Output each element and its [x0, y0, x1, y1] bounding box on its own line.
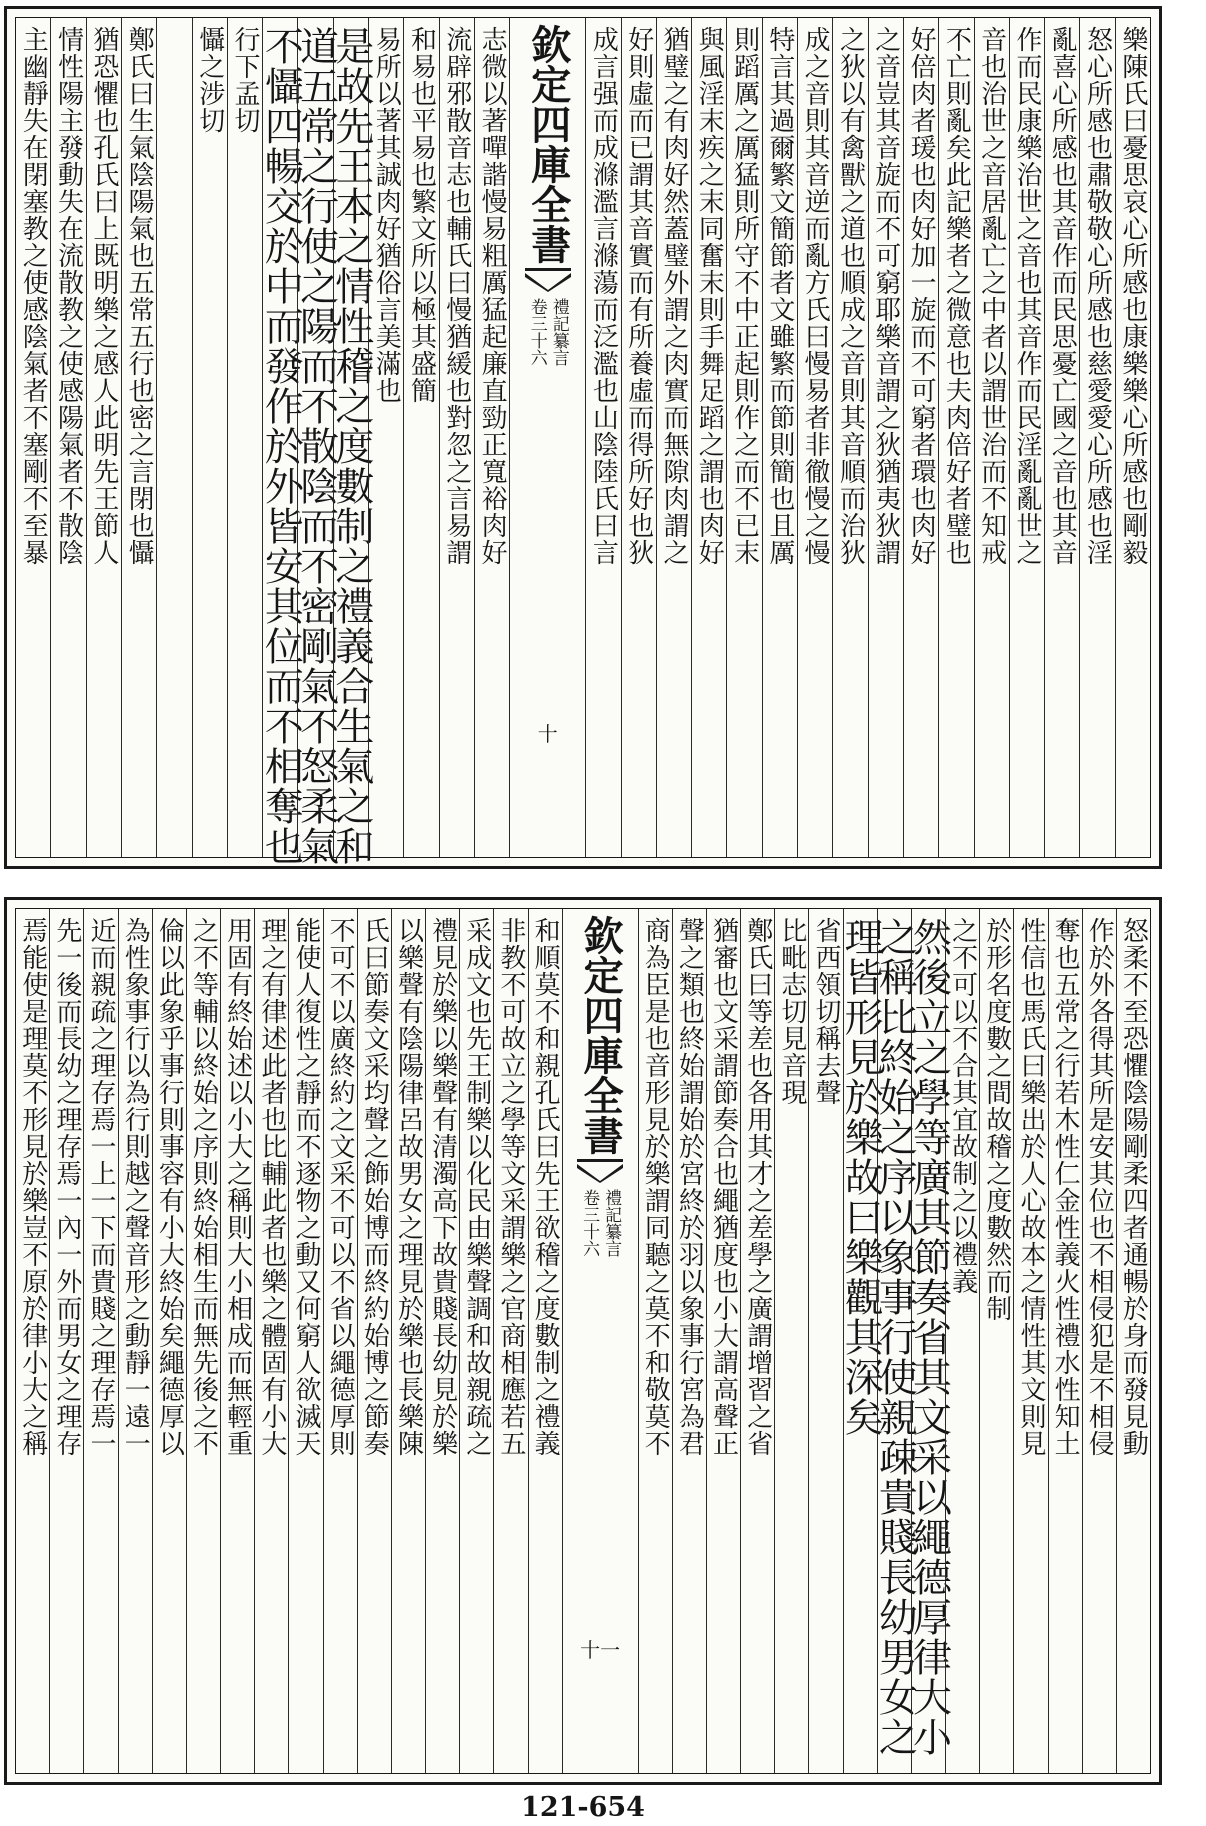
commentary-column [118, 909, 152, 1773]
commentary-column [220, 909, 254, 1773]
commentary-column [439, 18, 474, 857]
top-page-center-strip [509, 18, 585, 857]
column-text: 聲之類也終始謂始於宮終於羽以象事行宮為君 [674, 917, 705, 1457]
commentary-column [774, 909, 808, 1773]
top-page-columns [15, 17, 1151, 866]
top-page-volume: 卷三十六 [526, 298, 547, 366]
column-text: 樂陳氏曰憂思哀心所感也康樂樂心所感也剛毅 [1117, 26, 1148, 566]
commentary-column [797, 18, 832, 857]
commentary-column [186, 909, 220, 1773]
commentary-column [1044, 18, 1079, 857]
commentary-column [938, 18, 973, 857]
column-text: 主幽靜失在閉塞教之使感陰氣者不塞剛不至暴 [18, 26, 49, 566]
commentary-column [691, 18, 726, 857]
commentary-column [50, 18, 85, 857]
commentary-column [16, 18, 50, 857]
column-text: 成之音則其音逆而亂方氏曰慢易者非徹慢之慢 [800, 26, 831, 566]
column-text: 是故先王本之情性稽之度數制之禮義合生氣之和 [328, 26, 374, 866]
commentary-column [1048, 909, 1082, 1773]
column-text: 用固有終始述以小大之稱則大小相成而無輕重 [222, 917, 253, 1457]
commentary-column [726, 18, 761, 857]
bottom-page-header-sub [579, 1189, 621, 1257]
column-text: 怒心所感也肅敬敬心所感也慈愛愛心所感也淫 [1082, 26, 1113, 566]
commentary-column [493, 909, 527, 1773]
commentary-column [656, 18, 691, 857]
commentary-column [1082, 909, 1116, 1773]
bottom-page-columns [15, 908, 1151, 1774]
column-text: 然後立之學等廣其節奏省其文采以繩德厚律大小 [906, 917, 952, 1757]
column-text: 之狄以有禽獸之道也順成之音則其音順而治狄 [835, 26, 866, 566]
column-text: 懾之涉切 [194, 26, 225, 134]
commentary-column [425, 909, 459, 1773]
column-text: 非教不可故立之學等文采謂樂之官商相應若五 [495, 917, 526, 1457]
column-text: 奪也五常之行若木性仁金性義火性禮水性知土 [1050, 917, 1081, 1457]
commentary-column [16, 909, 49, 1773]
main-text-column [328, 18, 374, 866]
column-text: 商為臣是也音形見於樂謂同聽之莫不和敬莫不 [640, 917, 671, 1457]
commentary-column [585, 18, 620, 857]
fishtail-mark-icon [577, 1159, 623, 1183]
commentary-column [868, 18, 903, 857]
column-text: 特言其過爾繁文簡節者文雖繁而節則簡也且厲 [764, 26, 795, 566]
commentary-column [903, 18, 938, 857]
commentary-column [121, 18, 156, 857]
column-text: 先一後而長幼之理存焉一內一外而男女之理存 [51, 917, 82, 1457]
bottom-page-book-name: 禮記纂言 [601, 1189, 622, 1257]
column-text: 猶審也文采謂節奏合也繩猶度也小大謂高聲正 [708, 917, 739, 1457]
column-text: 流辟邪散音志也輔氏曰慢猶緩也對忽之言易謂 [441, 26, 472, 566]
commentary-column [832, 18, 867, 857]
column-text: 怒柔不至恐懼陰陽剛柔四者通暢於身而發見動 [1118, 917, 1149, 1457]
column-text: 鄭氏曰生氣陰陽氣也五常五行也密之言閉也懾 [124, 26, 155, 566]
commentary-column [254, 909, 288, 1773]
column-text: 焉能使是理莫不形見於樂豈不原於律小大之稱 [17, 917, 48, 1457]
column-text: 理之有律述此者也比輔此者也樂之體固有小大 [256, 917, 287, 1457]
column-text: 於形名度數之間故稽之度數然而制 [981, 917, 1012, 1322]
commentary-column [979, 909, 1013, 1773]
column-text: 好則虛而已謂其音實而有所養虛而得所好也狄 [623, 26, 654, 566]
column-text: 和順莫不和親孔氏曰先王欲稽之度數制之禮義 [530, 917, 561, 1457]
commentary-column [288, 909, 322, 1773]
commentary-column [152, 909, 186, 1773]
column-text: 易所以著其誠肉好猶俗言美滿也 [371, 26, 402, 404]
commentary-column [706, 909, 740, 1773]
column-text: 和易也平易也繁文所以極其盛簡 [406, 26, 437, 404]
top-page-book-name: 禮記纂言 [548, 298, 569, 366]
column-text: 猶璧之有肉好然蓋璧外謂之肉實而無隙肉謂之 [658, 26, 689, 566]
commentary-column [945, 909, 979, 1773]
column-text: 不可不以廣終約之文采不可以不省以繩德厚則 [325, 917, 356, 1457]
bottom-page [4, 897, 1162, 1785]
column-text: 作於外各得其所是安其位也不相侵犯是不相侵 [1084, 917, 1115, 1457]
column-text: 成言强而成滌濫言滌蕩而泛濫也山陰陸氏曰言 [588, 26, 619, 566]
commentary-column [459, 909, 493, 1773]
top-page-number: 十 [537, 722, 558, 746]
column-text: 近而親疏之理存焉一上一下而貴賤之理存焉一 [86, 917, 117, 1457]
commentary-column [323, 909, 357, 1773]
bottom-page-center-strip [562, 909, 638, 1773]
column-text: 不懾四暢交於中而發作於外皆安其位而不相奪也 [258, 26, 304, 866]
column-text: 情性陽主發動失在流散教之使感陽氣者不散陰 [53, 26, 84, 566]
commentary-column [1115, 18, 1150, 857]
column-text: 好倍肉者瑗也肉好加一旋而不可窮者環也肉好 [906, 26, 937, 566]
column-text: 性信也馬氏曰樂出於人心故本之情性其文則見 [1015, 917, 1046, 1457]
commentary-column [357, 909, 391, 1773]
column-text: 省西領切稱去聲 [811, 917, 842, 1106]
commentary-column [1013, 909, 1047, 1773]
commentary-column [1116, 909, 1150, 1773]
column-text: 以樂聲有陰陽律呂故男女之理見於樂也長樂陳 [393, 917, 424, 1457]
commentary-column [638, 909, 672, 1773]
column-text: 音也治世之音居亂亡之中者以謂世治而不知戒 [976, 26, 1007, 566]
column-text: 作而民康樂治世之音也其音作而民淫亂亂世之 [1011, 26, 1042, 566]
commentary-column [403, 18, 438, 857]
column-text: 之稱比終始之序以象事行使親疎貴賤長幼男女之 [872, 917, 918, 1757]
commentary-column [192, 18, 227, 857]
column-text: 行下孟切 [230, 26, 261, 134]
column-text: 則蹈厲之厲猛則所守不中正起則作之而不已末 [729, 26, 760, 566]
commentary-column [391, 909, 425, 1773]
top-page-header-sub [527, 298, 569, 366]
column-text: 猶恐懼也孔氏曰上既明樂之感人此明先王節人 [88, 26, 119, 566]
commentary-column [86, 18, 121, 857]
column-text: 不亡則亂矣此記樂者之微意也夫肉倍好者璧也 [941, 26, 972, 566]
top-page [4, 6, 1162, 869]
column-text: 倫以此象乎事行則事容有小大終始矣繩德厚以 [154, 917, 185, 1457]
commentary-column [1079, 18, 1114, 857]
column-text: 之音豈其音旋而不可窮耶樂音謂之狄猶夷狄謂 [870, 26, 901, 566]
column-text: 道五常之行使之陽而不散陰而不密剛氣不怒柔氣 [293, 26, 339, 866]
commentary-column [762, 18, 797, 857]
bottom-page-volume: 卷三十六 [579, 1189, 600, 1257]
column-text: 鄭氏曰等差也各用其才之差學之廣謂增習之省 [742, 917, 773, 1457]
commentary-column [621, 18, 656, 857]
column-text: 理皆形見於樂故曰樂觀其深矣 [838, 917, 884, 1437]
commentary-column [528, 909, 562, 1773]
bottom-page-header-title: 欽定四庫全書 [577, 915, 625, 1155]
column-text: 禮見於樂以樂聲有清濁高下故貴賤長幼見於樂 [427, 917, 458, 1457]
top-page-header-title: 欽定四庫全書 [524, 24, 572, 264]
column-text: 之不可以不合其宜故制之以禮義 [947, 917, 978, 1295]
column-text: 亂喜心所感也其音作而民思憂亡國之音也其音 [1047, 26, 1078, 566]
commentary-column [368, 18, 403, 857]
column-text: 比毗志切見音現 [776, 917, 807, 1106]
bottom-page-number: 十一 [580, 1638, 621, 1662]
commentary-column [49, 909, 83, 1773]
commentary-column [1009, 18, 1044, 857]
commentary-column [740, 909, 774, 1773]
commentary-column [83, 909, 117, 1773]
column-text: 氏曰節奏文采均聲之飾始博而終約始博之節奏 [359, 917, 390, 1457]
column-text: 之不等輔以終始之序則終始相生而無先後之不 [188, 917, 219, 1457]
column-text: 與風淫末疾之末同奮末則手舞足蹈之謂也肉好 [694, 26, 725, 566]
commentary-column [974, 18, 1009, 857]
column-text: 能使人復性之靜而不逐物之動又何窮人欲滅天 [290, 917, 321, 1457]
blank-column [156, 18, 191, 857]
column-text: 為性象事行以為行則越之聲音形之動靜一遠一 [120, 917, 151, 1457]
commentary-column [474, 18, 509, 857]
commentary-column [672, 909, 706, 1773]
catalog-number: 121-654 [521, 1792, 645, 1823]
main-text-column [906, 909, 952, 1773]
fishtail-mark-icon [525, 268, 571, 292]
column-text: 志微以著嘽諧慢易粗厲猛起廉直勁正寬裕肉好 [477, 26, 508, 566]
column-text: 采成文也先王制樂以化民由樂聲調和故親疏之 [461, 917, 492, 1457]
